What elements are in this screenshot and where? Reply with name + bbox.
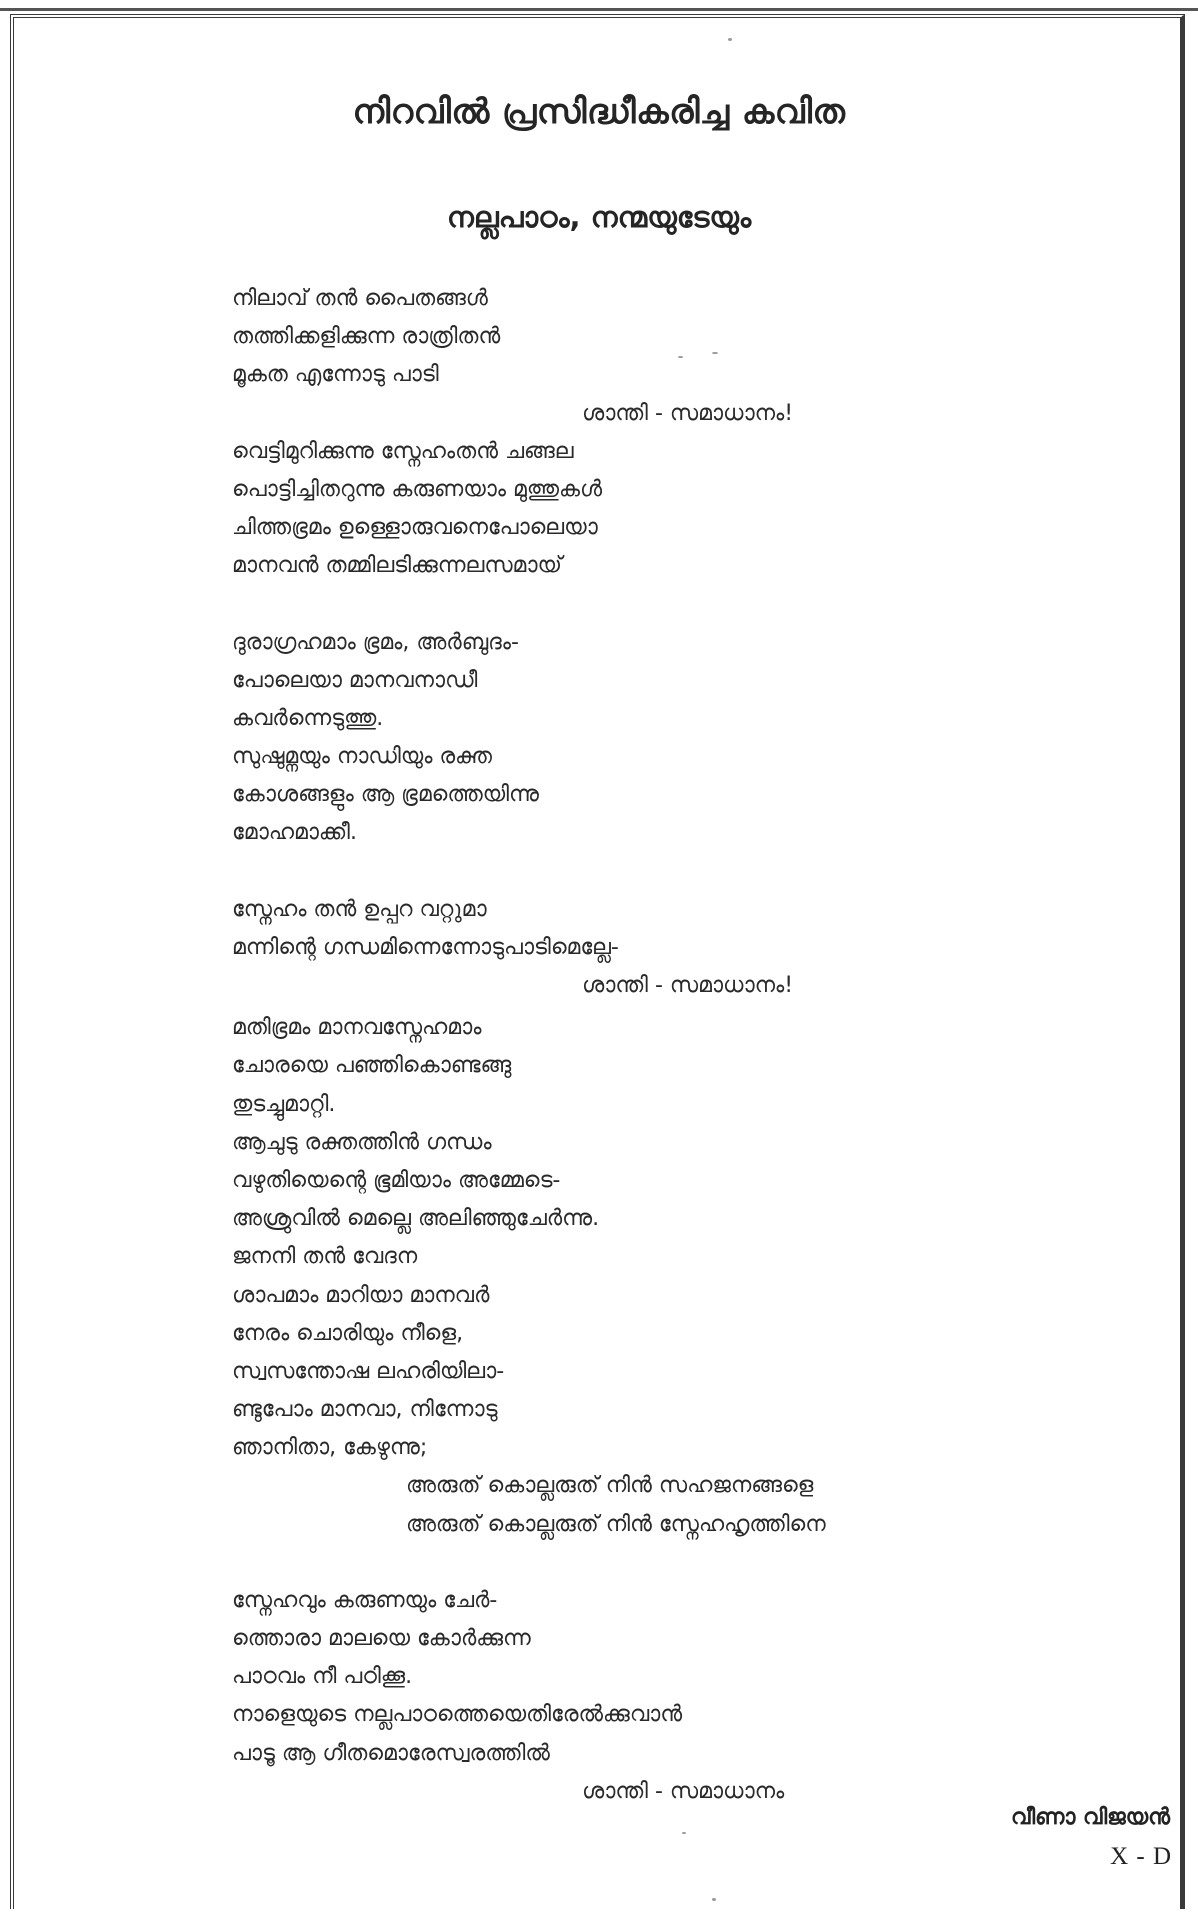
poem-line: മാനവൻ തമ്മിലടിക്കുന്നലസമായ് <box>232 553 562 579</box>
refrain-line: ശാന്തി - സമാധാനം <box>582 1778 785 1804</box>
poem-line: തത്തിക്കളിക്കുന്ന രാത്രിതൻ <box>232 324 501 350</box>
poem-line: ജനനി തൻ വേദന <box>232 1244 418 1270</box>
poem-line: ആചുടു രക്തത്തിൻ ഗന്ധം <box>232 1129 492 1155</box>
poem-line: മൂകത എന്നോടു പാടി <box>232 362 439 388</box>
poem-line: തുടച്ചുമാറ്റി. <box>232 1091 336 1117</box>
poem-line: കോശങ്ങളും ആ ഭ്രമത്തെയിന്നു <box>232 782 540 808</box>
poem-line: നിലാവ് തൻ പൈതങ്ങൾ <box>232 286 488 311</box>
scan-speck <box>712 1898 716 1901</box>
poem-line: ത്തൊരാ മാലയെ കോർക്കുന്ന <box>232 1626 531 1651</box>
poem-line: സുഷുമ്നയും നാഡിയും രക്ത <box>232 744 492 770</box>
poem-line: സ്നേഹവും കരുണയും ചേർ- <box>232 1587 498 1613</box>
poem-line: ദുരാഗ്രഹമാം ഭ്രമം, അർബുദം- <box>232 629 519 655</box>
chorus-line: അരുത് കൊല്ലരുത് നിൻ സ്നേഹഹൃത്തിനെ <box>406 1511 826 1537</box>
stanza-6 <box>232 1582 1032 1811</box>
poem-line: പാഠവം നീ പഠിക്കൂ. <box>232 1664 413 1690</box>
chorus-line: അരുത് കൊല്ലരുത് നിൻ സഹജനങ്ങളെ <box>406 1473 814 1499</box>
poem-line: പൊട്ടിച്ചിതറുന്നു കരുണയാം മുത്തുകൾ <box>232 476 603 502</box>
class-label: X - D <box>1110 1843 1172 1870</box>
poem-body <box>232 280 1032 1811</box>
poem-line: നാളെയുടെ നല്ലപാഠത്തെയെതിരേൽക്കുവാൻ <box>232 1702 683 1728</box>
stanza-3 <box>232 624 1032 853</box>
stanza-5 <box>232 1009 1032 1544</box>
poem-line: മതിഭ്രമം മാനവസ്നേഹമാം <box>232 1015 482 1041</box>
stanza-gap <box>232 586 1032 624</box>
stanza-1 <box>232 280 1032 433</box>
top-border-rule <box>0 8 1198 11</box>
poem-line: ചിത്തഭ്രമം ഉള്ളൊരുവനെപോലെയാ <box>232 515 598 541</box>
author-name: വീണാ വിജയൻ <box>1011 1805 1170 1830</box>
poem-line: അശ്രുവിൽ മെല്ലെ അലിഞ്ഞുചേർന്നു. <box>232 1206 600 1232</box>
poem-line: നേരം ചൊരിയും നീളെ, <box>232 1320 464 1346</box>
refrain-line: ശാന്തി - സമാധാനം! <box>582 400 794 426</box>
poem-line: പാടൂ ആ ഗീതമൊരേസ്വരത്തിൽ <box>232 1740 550 1766</box>
scan-speck <box>678 356 683 358</box>
refrain-line: ശാന്തി - സമാധാനം! <box>582 973 794 998</box>
poem-line: പോലെയാ മാനവനാഡീ <box>232 667 478 693</box>
poem-line: ഞാനിതാ, കേഴുന്നു; <box>232 1435 428 1461</box>
poem-line: സ്നേഹം തൻ ഉപ്പറ വറ്റുമാ <box>232 896 487 922</box>
poem-title: നല്ലപാഠം, നന്മയുടേയും <box>446 200 752 234</box>
stanza-gap <box>232 1544 1032 1582</box>
poem-line: വഴുതിയെന്റെ ഭൂമിയാം അമ്മേടെ- <box>232 1167 561 1193</box>
scan-speck <box>712 352 718 354</box>
poem-line: സ്വസന്തോഷ ലഹരിയിലാ- <box>232 1358 505 1384</box>
scan-speck <box>682 1832 686 1834</box>
poem-line: വെട്ടിമുറിക്കുന്നു സ്നേഹംതൻ ചങ്ങല <box>232 438 574 464</box>
poem-line: മന്നിന്റെ ഗന്ധമിന്നെന്നോടുപാടിമെല്ലേ- <box>232 934 619 960</box>
poem-line: ചോരയെ പഞ്ഞികൊണ്ടങ്ങു <box>232 1053 512 1079</box>
page-title: നിറവിൽ പ്രസിദ്ധീകരിച്ച കവിത <box>352 92 846 132</box>
poem-line: മോഹമാക്കീ. <box>232 820 357 846</box>
stanza-gap <box>232 853 1032 891</box>
stanza-4 <box>232 891 1032 1006</box>
scan-speck <box>728 38 732 41</box>
poem-line: ണ്ടുപോം മാനവാ, നിന്നോടു <box>232 1397 498 1423</box>
poem-line: കവർന്നെടുത്തു. <box>232 705 384 731</box>
poem-line: ശാപമാം മാറിയാ മാനവർ <box>232 1282 490 1308</box>
stanza-2 <box>232 433 1032 586</box>
